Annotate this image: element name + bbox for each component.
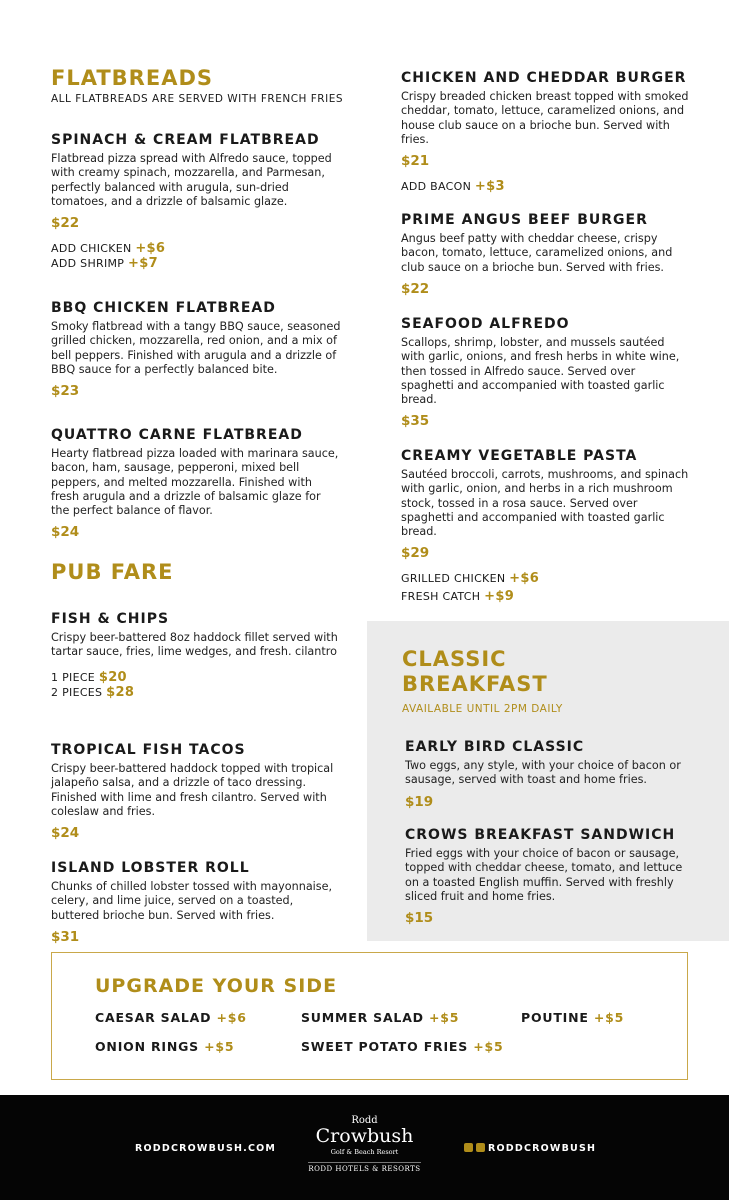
upgrade-title: UPGRADE YOUR SIDE bbox=[95, 975, 338, 997]
item-description: Crispy beer-battered haddock topped with tropical jalapeño salsa, and a drizzle of taco dressing. Finished with lime and fresh cilantro. Served with coleslaw and fries. bbox=[51, 762, 334, 818]
item-description: Sautéed broccoli, carrots, mushrooms, and spinach with garlic, onion, and herbs in a rich mushroom stock, tossed in a rosa sauce. Served over spaghetti and accompanied with toasted garlic bread. bbox=[401, 468, 689, 539]
footer bbox=[0, 1095, 729, 1200]
facebook-icon bbox=[464, 1143, 473, 1152]
menu-item bbox=[51, 299, 341, 399]
instagram-icon bbox=[476, 1143, 485, 1152]
menu-item bbox=[405, 738, 695, 810]
item-description: Chunks of chilled lobster tossed with mayonnaise, celery, and lime juice, served on a toasted, buttered brioche bun. Served with fries. bbox=[51, 880, 333, 922]
item-price: $24 bbox=[51, 524, 80, 541]
flatbreads-subtitle: ALL FLATBREADS ARE SERVED WITH FRENCH FRIES bbox=[51, 93, 343, 105]
addon: ADD SHRIMP +$7 bbox=[51, 256, 158, 272]
item-description: Fried eggs with your choice of bacon or sausage, topped with cheddar cheese, tomato, and lettuce on a toasted English muffin. Served with freshly sliced fruit and home fries. bbox=[405, 847, 683, 903]
item-price: $21 bbox=[401, 153, 430, 170]
item-price: $31 bbox=[51, 928, 80, 945]
item-description: Smoky flatbread with a tangy BBQ sauce, seasoned grilled chicken, mozzarella, red onion, and a mix of bell peppers. Finished with arugula and a drizzle of BBQ sauce for a perfectly balanced bite. bbox=[51, 320, 341, 376]
addon: ADD BACON +$3 bbox=[401, 179, 505, 195]
addon: GRILLED CHICKEN +$6 bbox=[401, 571, 540, 587]
flatbreads-title: FLATBREADS bbox=[51, 66, 214, 90]
item-description: Hearty flatbread pizza loaded with marinara sauce, bacon, ham, sausage, pepperoni, mixed bell peppers, and melted mozzarella. Finished with fresh arugula and a drizzle of balsamic glaze for the perfect balance of flavor. bbox=[51, 447, 339, 518]
breakfast-panel bbox=[367, 621, 729, 941]
addon: ADD CHICKEN +$6 bbox=[51, 241, 166, 257]
upgrade-side-box bbox=[51, 952, 688, 1080]
breakfast-subtitle: AVAILABLE UNTIL 2PM DAILY bbox=[402, 703, 563, 715]
breakfast-title-line2: BREAKFAST bbox=[402, 672, 548, 696]
side-option: SWEET POTATO FRIES +$5 bbox=[301, 1039, 504, 1054]
menu-item bbox=[51, 610, 341, 700]
item-name: ISLAND LOBSTER ROLL bbox=[51, 860, 250, 876]
menu-item bbox=[401, 315, 691, 429]
item-name: SPINACH & CREAM FLATBREAD bbox=[51, 132, 320, 148]
item-price: $35 bbox=[401, 413, 430, 430]
website-link[interactable]: RODDCROWBUSH.COM bbox=[135, 1143, 277, 1154]
side-option: POUTINE +$5 bbox=[521, 1010, 625, 1025]
social-handle[interactable]: RODDCROWBUSH bbox=[464, 1143, 596, 1154]
item-name: CHICKEN AND CHEDDAR BURGER bbox=[401, 70, 687, 86]
item-description: Angus beef patty with cheddar cheese, crispy bacon, tomato, lettuce, caramelized onions, and club sauce on a brioche bun. Served with fries. bbox=[401, 232, 673, 274]
item-price: $23 bbox=[51, 383, 80, 400]
menu-item bbox=[405, 826, 695, 926]
item-price: $24 bbox=[51, 825, 80, 842]
flatbreads-section bbox=[51, 66, 343, 105]
menu-item bbox=[401, 69, 691, 194]
item-description: Flatbread pizza spread with Alfredo sauce, topped with creamy spinach, mozzarella, and Parmesan, perfectly balanced with arugula, sun-dried tomatoes, and a drizzle of balsamic glaze. bbox=[51, 152, 332, 208]
breakfast-title-line1: CLASSIC bbox=[402, 647, 507, 671]
item-price: $29 bbox=[401, 545, 430, 562]
item-description: Scallops, shrimp, lobster, and mussels sautéed with garlic, onions, and fresh herbs in white wine, then tossed in Alfredo sauce. Served over spaghetti and accompanied with toasted garlic bread. bbox=[401, 336, 680, 407]
item-name: EARLY BIRD CLASSIC bbox=[405, 739, 585, 755]
item-description: Two eggs, any style, with your choice of bacon or sausage, served with toast and home fries. bbox=[405, 759, 681, 787]
menu-item bbox=[51, 859, 341, 945]
side-option: SUMMER SALAD +$5 bbox=[301, 1010, 460, 1025]
item-price: $19 bbox=[405, 793, 434, 810]
pub-fare-section bbox=[51, 560, 173, 584]
item-name: TROPICAL FISH TACOS bbox=[51, 742, 246, 758]
item-name: SEAFOOD ALFREDO bbox=[401, 316, 570, 332]
item-name: FISH & CHIPS bbox=[51, 611, 170, 627]
portion-option: 1 PIECE $20 bbox=[51, 669, 127, 685]
addon: FRESH CATCH +$9 bbox=[401, 589, 515, 605]
menu-item bbox=[401, 447, 691, 604]
portion-option: 2 PIECES $28 bbox=[51, 684, 135, 700]
item-name: CROWS BREAKFAST SANDWICH bbox=[405, 827, 676, 843]
pub-fare-title: PUB FARE bbox=[51, 560, 174, 584]
item-description: Crispy breaded chicken breast topped with smoked cheddar, tomato, lettuce, caramelized onions, and house club sauce on a brioche bun. Served with fries. bbox=[401, 90, 689, 146]
menu-item bbox=[401, 211, 691, 297]
item-name: PRIME ANGUS BEEF BURGER bbox=[401, 212, 648, 228]
resort-logo: Rodd Crowbush Golf & Beach Resort RODD HOTELS & RESORTS bbox=[308, 1115, 421, 1173]
item-name: QUATTRO CARNE FLATBREAD bbox=[51, 427, 303, 443]
item-name: BBQ CHICKEN FLATBREAD bbox=[51, 300, 276, 316]
item-price: $15 bbox=[405, 910, 434, 927]
side-option: ONION RINGS +$5 bbox=[95, 1039, 235, 1054]
menu-item bbox=[51, 741, 341, 841]
side-option: CAESAR SALAD +$6 bbox=[95, 1010, 247, 1025]
menu-item bbox=[51, 131, 341, 271]
item-price: $22 bbox=[51, 215, 80, 232]
menu-item bbox=[51, 426, 341, 540]
item-name: CREAMY VEGETABLE PASTA bbox=[401, 448, 638, 464]
item-price: $22 bbox=[401, 280, 430, 297]
item-description: Crispy beer-battered 8oz haddock fillet served with tartar sauce, fries, lime wedges, and fresh. cilantro bbox=[51, 631, 338, 659]
